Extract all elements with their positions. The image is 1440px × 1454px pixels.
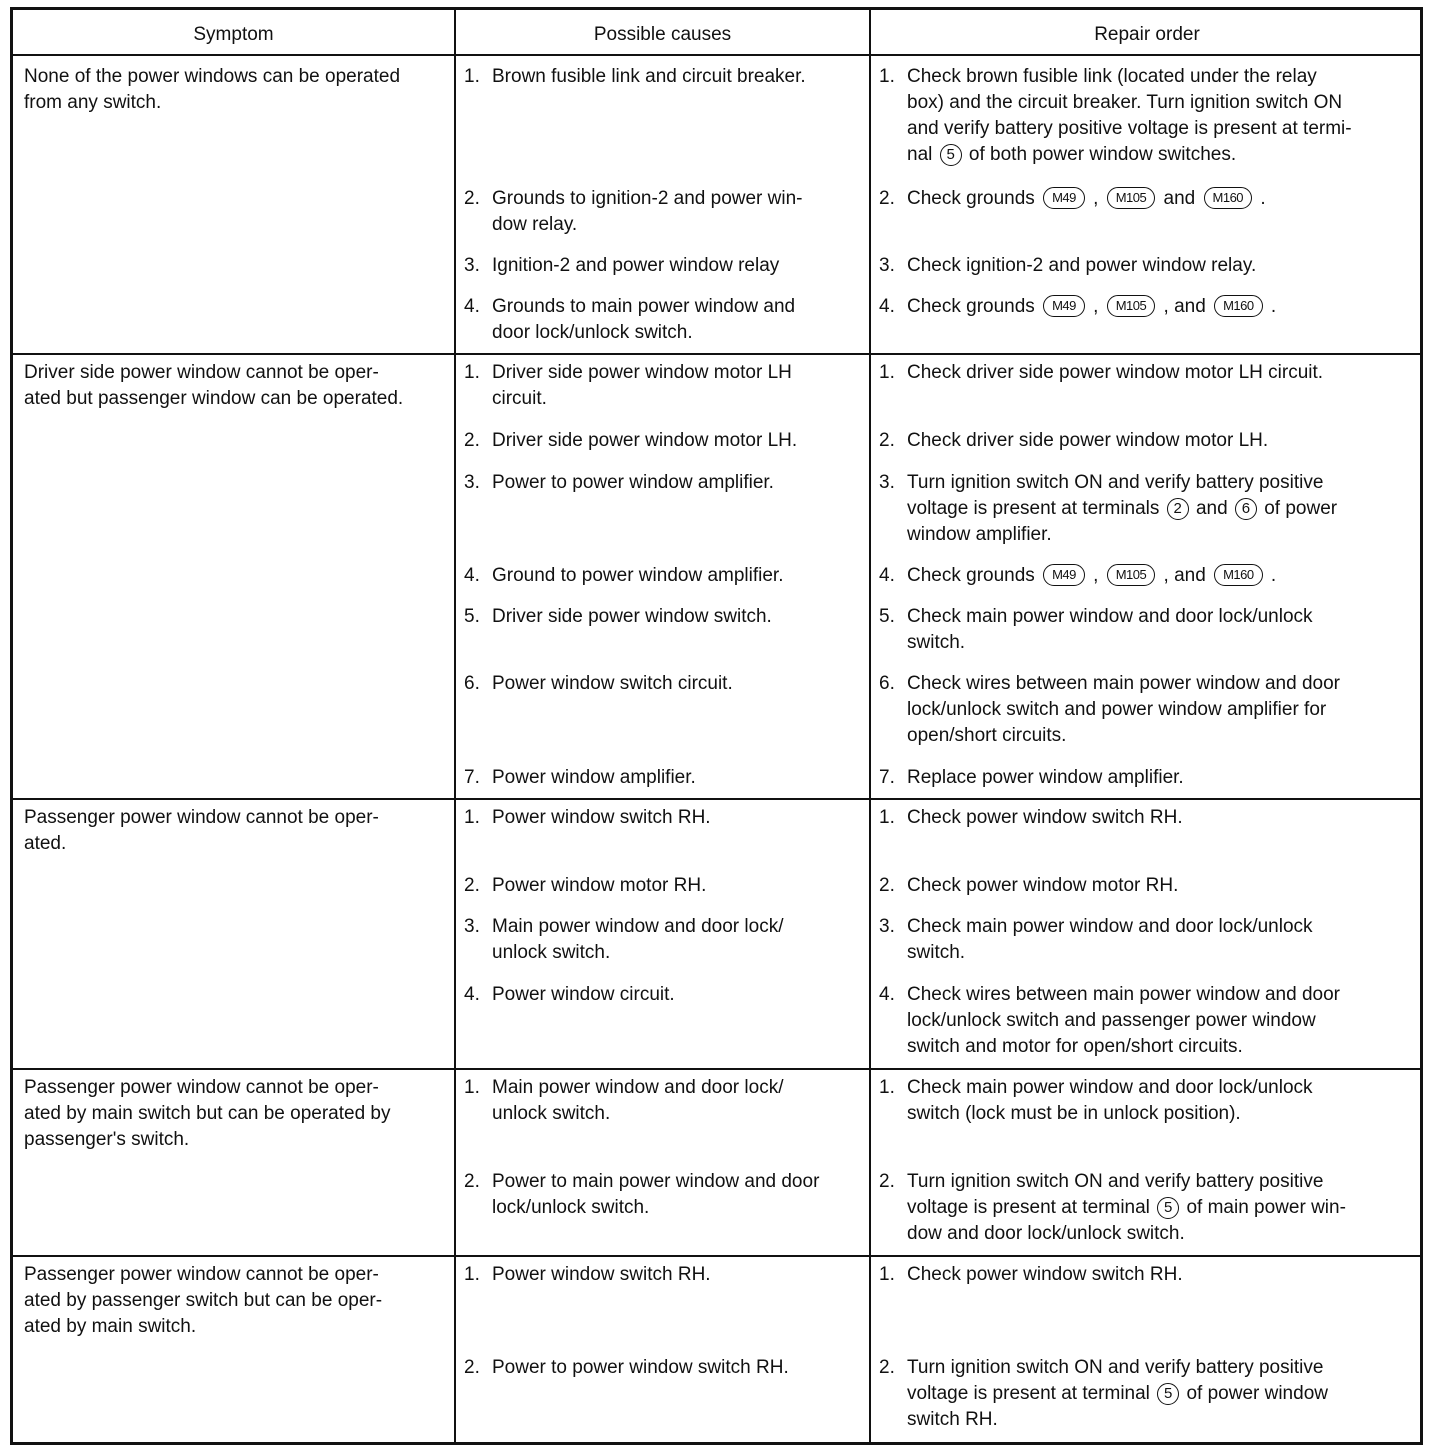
repair-line-text: Check grounds M49 , M105 and M160 . [907,188,1266,209]
repair-line-text: switch (lock must be in unlock position). [907,1103,1241,1124]
header-repair-order: Repair order [1094,24,1200,45]
ground-point-badge: M160 [1204,187,1253,209]
terminal-number-badge: 2 [1167,498,1189,520]
symptom-text: Driver side power window cannot be oper- [24,362,379,383]
symptom-text: Passenger power window cannot be oper- [24,1264,379,1285]
repair-line-number: 4. [879,296,895,317]
row-divider [13,1255,1420,1257]
cause-line-text: unlock switch. [492,942,611,963]
cause-line-text: Brown fusible link and circuit breaker. [492,66,806,87]
cause-line-number: 1. [464,66,480,87]
cause-line-number: 2. [464,188,480,209]
repair-line-number: 1. [879,1077,895,1098]
repair-line-text: Check power window switch RH. [907,1264,1183,1285]
cause-line-text: Power to main power window and door [492,1171,820,1192]
symptom-text: ated. [24,833,67,854]
cause-line-text: Driver side power window motor LH [492,362,792,383]
repair-line-text: nal 5 of both power window switches. [907,144,1237,165]
cause-line-text: Power window circuit. [492,984,675,1005]
repair-line-text: lock/unlock switch and power window amplifier for [907,699,1327,720]
cause-line-number: 1. [464,362,480,383]
cause-line-number: 2. [464,1357,480,1378]
ground-point-badge: M49 [1043,187,1085,209]
repair-line-number: 4. [879,984,895,1005]
symptom-text: Passenger power window cannot be oper- [24,1077,379,1098]
cause-line-text: Power to power window switch RH. [492,1357,789,1378]
column-divider [869,10,871,1442]
cause-line-number: 4. [464,984,480,1005]
repair-line-text: Check grounds M49 , M105 , and M160 . [907,296,1277,317]
cause-line-number: 1. [464,1077,480,1098]
cause-line-text: Grounds to ignition-2 and power win- [492,188,803,209]
repair-line-number: 4. [879,565,895,586]
repair-line-text: voltage is present at terminals 2 and 6 of power [907,498,1338,519]
repair-line-text: Check main power window and door lock/unlock [907,916,1313,937]
repair-line-number: 2. [879,188,895,209]
cause-line-number: 1. [464,807,480,828]
symptom-text: ated by passenger switch but can be oper- [24,1290,383,1311]
repair-line-text: window amplifier. [907,524,1052,545]
repair-line-number: 6. [879,673,895,694]
repair-line-text: Check main power window and door lock/unlock [907,1077,1313,1098]
repair-line-number: 2. [879,430,895,451]
cause-line-text: circuit. [492,388,547,409]
cause-line-text: lock/unlock switch. [492,1197,650,1218]
header-possible-causes: Possible causes [593,24,732,45]
cause-line-number: 1. [464,1264,480,1285]
terminal-number-badge: 5 [940,144,962,166]
row-divider [13,1068,1420,1070]
repair-line-text: Check driver side power window motor LH. [907,430,1269,451]
ground-point-badge: M105 [1107,187,1156,209]
cause-line-number: 3. [464,472,480,493]
cause-line-number: 7. [464,767,480,788]
repair-line-number: 2. [879,875,895,896]
repair-line-text: switch. [907,632,966,653]
cause-line-number: 3. [464,255,480,276]
symptom-text: passenger's switch. [24,1129,190,1150]
cause-line-text: Power window switch circuit. [492,673,733,694]
cause-line-number: 4. [464,296,480,317]
cause-line-number: 6. [464,673,480,694]
row-divider [13,353,1420,355]
cause-line-number: 5. [464,606,480,627]
cause-line-text: Grounds to main power window and [492,296,796,317]
repair-line-text: Check power window motor RH. [907,875,1179,896]
repair-line-text: Turn ignition switch ON and verify battery positive [907,1171,1324,1192]
repair-line-text: Check brown fusible link (located under the relay [907,66,1317,87]
repair-line-number: 1. [879,1264,895,1285]
ground-point-badge: M105 [1107,295,1156,317]
repair-line-number: 5. [879,606,895,627]
repair-line-text: voltage is present at terminal 5 of main power win- [907,1197,1346,1218]
ground-point-badge: M160 [1214,295,1263,317]
cause-line-text: door lock/unlock switch. [492,322,693,343]
repair-line-text: Check driver side power window motor LH circuit. [907,362,1324,383]
repair-line-number: 1. [879,66,895,87]
cause-line-text: Power window amplifier. [492,767,696,788]
repair-line-text: Check ignition-2 and power window relay. [907,255,1257,276]
repair-line-text: open/short circuits. [907,725,1067,746]
repair-line-number: 1. [879,807,895,828]
repair-line-text: and verify battery positive voltage is present at termi- [907,118,1352,139]
cause-line-text: Power to power window amplifier. [492,472,774,493]
cause-line-text: Driver side power window motor LH. [492,430,798,451]
repair-line-text: Turn ignition switch ON and verify battery positive [907,1357,1324,1378]
ground-point-badge: M105 [1107,564,1156,586]
repair-line-number: 2. [879,1171,895,1192]
cause-line-text: Main power window and door lock/ [492,1077,784,1098]
repair-line-text: Check grounds M49 , M105 , and M160 . [907,565,1277,586]
repair-line-text: Replace power window amplifier. [907,767,1184,788]
cause-line-text: Power window motor RH. [492,875,707,896]
cause-line-text: Ground to power window amplifier. [492,565,784,586]
repair-line-text: box) and the circuit breaker. Turn ignition switch ON [907,92,1343,113]
cause-line-number: 3. [464,916,480,937]
repair-line-number: 3. [879,255,895,276]
symptom-text: ated but passenger window can be operated. [24,388,404,409]
terminal-number-badge: 5 [1157,1383,1179,1405]
repair-line-text: Turn ignition switch ON and verify battery positive [907,472,1324,493]
column-divider [454,10,456,1442]
repair-line-number: 7. [879,767,895,788]
cause-line-number: 2. [464,875,480,896]
repair-line-number: 2. [879,1357,895,1378]
header-divider [13,54,1420,56]
repair-line-text: Check main power window and door lock/unlock [907,606,1313,627]
cause-line-text: Driver side power window switch. [492,606,772,627]
terminal-number-badge: 5 [1157,1197,1179,1219]
repair-line-number: 3. [879,472,895,493]
symptom-text: ated by main switch. [24,1316,197,1337]
symptom-text: from any switch. [24,92,162,113]
repair-line-text: switch and motor for open/short circuits. [907,1036,1243,1057]
repair-line-text: Check wires between main power window and door [907,984,1341,1005]
cause-line-text: unlock switch. [492,1103,611,1124]
repair-line-text: switch. [907,942,966,963]
repair-line-text: Check wires between main power window and door [907,673,1341,694]
terminal-number-badge: 6 [1235,498,1257,520]
ground-point-badge: M49 [1043,295,1085,317]
ground-point-badge: M49 [1043,564,1085,586]
cause-line-number: 2. [464,1171,480,1192]
troubleshooting-table [10,7,1423,1445]
cause-line-text: Power window switch RH. [492,1264,711,1285]
repair-line-number: 1. [879,362,895,383]
ground-point-badge: M160 [1214,564,1263,586]
header-symptom: Symptom [193,24,274,45]
symptom-text: Passenger power window cannot be oper- [24,807,379,828]
cause-line-text: Main power window and door lock/ [492,916,784,937]
symptom-text: ated by main switch but can be operated by [24,1103,391,1124]
symptom-text: None of the power windows can be operated [24,66,401,87]
cause-line-text: Ignition-2 and power window relay [492,255,780,276]
repair-line-text: Check power window switch RH. [907,807,1183,828]
repair-line-text: switch RH. [907,1409,998,1430]
cause-line-number: 4. [464,565,480,586]
cause-line-text: dow relay. [492,214,578,235]
cause-line-text: Power window switch RH. [492,807,711,828]
cause-line-number: 2. [464,430,480,451]
repair-line-text: dow and door lock/unlock switch. [907,1223,1185,1244]
row-divider [13,798,1420,800]
repair-line-text: voltage is present at terminal 5 of power window [907,1383,1328,1404]
repair-line-text: lock/unlock switch and passenger power window [907,1010,1316,1031]
repair-line-number: 3. [879,916,895,937]
